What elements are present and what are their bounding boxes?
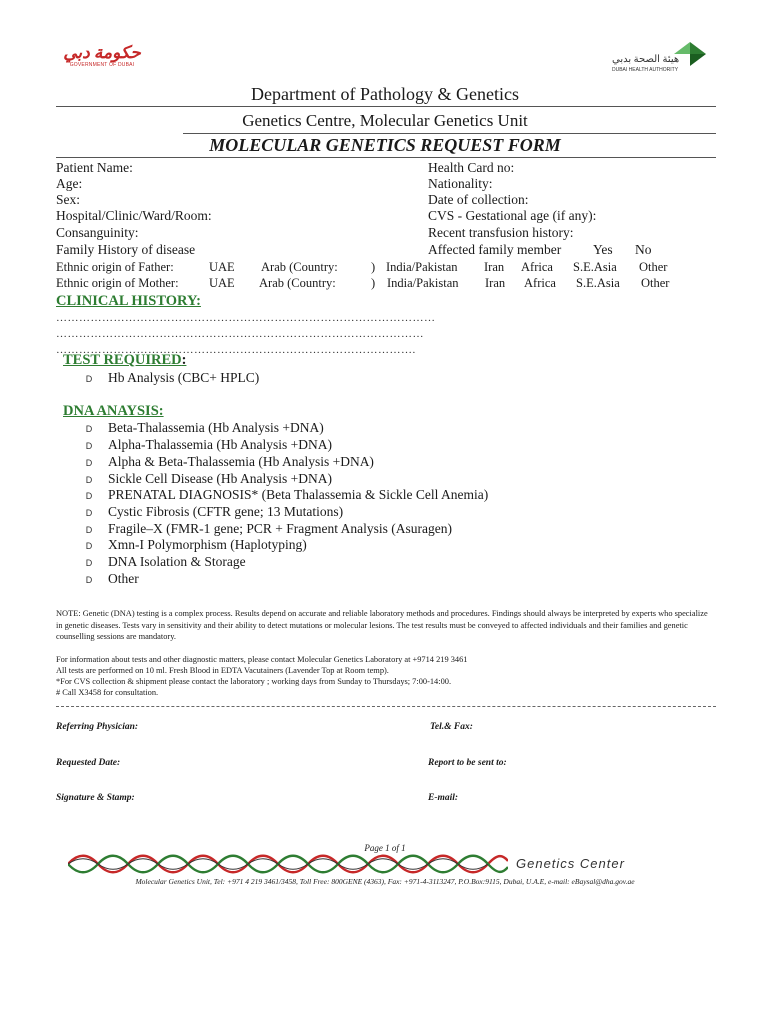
- referring-physician-field[interactable]: Referring Physician:: [56, 722, 139, 732]
- checkbox[interactable]: D: [85, 575, 93, 585]
- checkbox[interactable]: D: [85, 525, 93, 535]
- dna-item-label: Cystic Fibrosis (CFTR gene; 13 Mutations): [108, 504, 344, 519]
- mother-country-close: ): [371, 276, 376, 290]
- father-uae-option[interactable]: UAE: [209, 260, 235, 274]
- checkbox[interactable]: D: [85, 374, 93, 384]
- checkbox[interactable]: D: [85, 441, 93, 451]
- tel-fax-field[interactable]: Tel.& Fax:: [430, 722, 473, 732]
- genetics-center-wordmark: Genetics Center: [516, 856, 625, 871]
- info-line: # Call X3458 for consultation.: [56, 688, 159, 697]
- gestational-age-field[interactable]: CVS - Gestational age (if any):: [428, 208, 597, 223]
- patient-name-field[interactable]: Patient Name:: [56, 160, 133, 175]
- signature-stamp-field[interactable]: Signature & Stamp:: [56, 793, 135, 803]
- transfusion-history-field[interactable]: Recent transfusion history:: [428, 225, 574, 240]
- logo-right-english: DUBAI HEALTH AUTHORITY: [612, 67, 679, 73]
- info-line: All tests are performed on 10 ml. Fresh Blood in EDTA Vacutainers (Lavender Top at Room temp).: [56, 666, 389, 675]
- father-arab-option[interactable]: Arab (Country:: [261, 260, 338, 274]
- divider: [56, 157, 716, 158]
- dna-item-label: Xmn-I Polymorphism (Haplotyping): [108, 537, 307, 552]
- checkbox[interactable]: D: [85, 508, 93, 518]
- checkbox[interactable]: D: [85, 458, 93, 468]
- father-iran-option[interactable]: Iran: [484, 260, 505, 274]
- note-text: NOTE: Genetic (DNA) testing is a complex process. Results depend on accurate and reliable laboratory methods and procedures. Findings should always be interpreted by experts who specialize in genetic diseases. Tests vary in sensitivity and their ability to detect mutations or molecular lesions. The test results must be conveyed to affected individuals and their families and genetic counselling sessions are mandatory.: [56, 609, 708, 641]
- health-card-field[interactable]: Health Card no:: [428, 160, 515, 175]
- checkbox[interactable]: D: [85, 558, 93, 568]
- dna-item-label: Beta-Thalassemia (Hb Analysis +DNA): [108, 420, 324, 435]
- government-of-dubai-logo: [62, 44, 142, 76]
- father-other-option[interactable]: Other: [639, 260, 668, 274]
- dna-item-label: Sickle Cell Disease (Hb Analysis +DNA): [108, 471, 332, 486]
- test-required-title: [63, 352, 186, 369]
- mother-iran-option[interactable]: Iran: [485, 276, 506, 290]
- test-item-label: Hb Analysis (CBC+ HPLC): [108, 370, 260, 385]
- logo-left-english: GOVERNMENT OF DUBAI: [69, 62, 135, 68]
- report-to-field[interactable]: Report to be sent to:: [428, 758, 507, 768]
- mother-seasia-option[interactable]: S.E.Asia: [576, 276, 620, 290]
- dna-item-label: DNA Isolation & Storage: [108, 554, 246, 569]
- dna-item-label: Alpha-Thalassemia (Hb Analysis +DNA): [108, 437, 332, 452]
- checkbox[interactable]: D: [85, 424, 93, 434]
- mother-uae-option[interactable]: UAE: [209, 276, 235, 290]
- email-field[interactable]: E-mail:: [428, 793, 459, 803]
- nationality-field[interactable]: Nationality:: [428, 176, 493, 191]
- page-number: Page 1 of 1: [364, 843, 406, 853]
- consanguinity-field[interactable]: Consanguinity:: [56, 225, 139, 240]
- requested-date-field[interactable]: Requested Date:: [56, 758, 121, 768]
- department-title: Department of Pathology & Genetics: [251, 84, 519, 104]
- logo-left-arabic: حكومة دبي: [63, 43, 141, 62]
- clinical-history-line[interactable]: ………………………………………………………………………………….: [56, 344, 416, 356]
- affected-no-option[interactable]: No: [635, 242, 652, 257]
- form-title: MOLECULAR GENETICS REQUEST FORM: [209, 135, 561, 155]
- dubai-health-authority-logo: [612, 40, 708, 76]
- divider: [56, 106, 716, 107]
- test-required-colon: :: [181, 352, 187, 368]
- dna-helix-icon: [68, 853, 508, 875]
- dna-item-label: Other: [108, 571, 139, 586]
- dna-item-label: Fragile–X (FMR-1 gene; PCR + Fragment Analysis (Asuragen): [108, 521, 452, 536]
- footer-contact: Molecular Genetics Unit, Tel: +971 4 219 3461/3458, Toll Free: 800GENE (4363), Fax: +971-4-3113247, P.O.Box:9115, Dubai, U.A.E, e-mail: eBaysal@dha.gov.ae: [135, 877, 635, 886]
- father-africa-option[interactable]: Africa: [521, 260, 553, 274]
- unit-title: Genetics Centre, Molecular Genetics Unit: [242, 111, 528, 130]
- collection-date-field[interactable]: Date of collection:: [428, 192, 529, 207]
- affected-family-member-label: Affected family member: [428, 242, 562, 257]
- affected-yes-option[interactable]: Yes: [593, 242, 613, 257]
- test-required-title-text: TEST REQUIRED: [63, 352, 182, 368]
- ethnic-father-label: Ethnic origin of Father:: [56, 260, 174, 274]
- clinical-history-line[interactable]: ………………………………………………………………………………………: [56, 312, 436, 324]
- divider: [183, 133, 716, 134]
- ethnic-mother-label: Ethnic origin of Mother:: [56, 276, 179, 290]
- clinical-history-title: CLINICAL HISTORY:: [56, 293, 201, 309]
- info-line: *For CVS collection & shipment please contact the laboratory ; working days from Sunday to Thursdays; 7:00-14:00.: [56, 677, 452, 686]
- checkbox[interactable]: D: [85, 491, 93, 501]
- info-line: For information about tests and other diagnostic matters, please contact Molecular Genetics Laboratory at +9714 219 3461: [56, 655, 468, 664]
- clinical-history-line[interactable]: ……………………………………………………………………………………: [56, 328, 424, 340]
- mother-other-option[interactable]: Other: [641, 276, 670, 290]
- mother-arab-option[interactable]: Arab (Country:: [259, 276, 336, 290]
- father-country-close: ): [371, 260, 376, 274]
- mother-india-option[interactable]: India/Pakistan: [387, 276, 459, 290]
- father-india-option[interactable]: India/Pakistan: [386, 260, 458, 274]
- dna-item-label: Alpha & Beta-Thalassemia (Hb Analysis +DNA): [108, 454, 374, 469]
- family-history-field[interactable]: Family History of disease: [56, 242, 196, 257]
- checkbox[interactable]: D: [85, 475, 93, 485]
- dna-item-label: PRENATAL DIAGNOSIS* (Beta Thalassemia & Sickle Cell Anemia): [108, 487, 489, 502]
- checkbox[interactable]: D: [85, 541, 93, 551]
- hospital-field[interactable]: Hospital/Clinic/Ward/Room:: [56, 208, 212, 223]
- dashed-divider: [56, 706, 716, 707]
- mother-africa-option[interactable]: Africa: [524, 276, 556, 290]
- dha-emblem-icon: [672, 40, 708, 68]
- logo-right-arabic: هيئة الصحة بدبي: [612, 54, 680, 65]
- age-field[interactable]: Age:: [56, 176, 83, 191]
- father-seasia-option[interactable]: S.E.Asia: [573, 260, 617, 274]
- sex-field[interactable]: Sex:: [56, 192, 81, 207]
- dna-analysis-title: DNA ANAYSIS:: [63, 403, 164, 419]
